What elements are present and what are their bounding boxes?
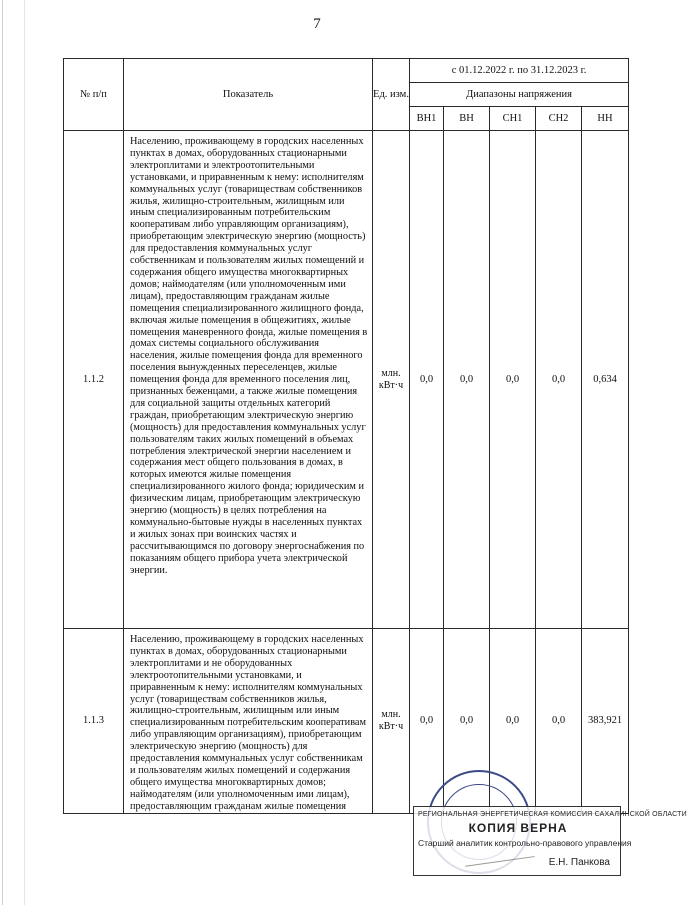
page-number: 7 [313,16,321,32]
row-unit: млн. кВт·ч [373,131,410,629]
stamp-signer-name: Е.Н. Панкова [548,857,610,868]
copy-certified-box [413,806,687,876]
value-vn1: 0,0 [410,131,444,629]
tariff-volume-table [63,58,629,814]
row-indicator-text: Населению, проживающему в городских населенных пунктах в домах, оборудованных стационарными электроплитами и электроотопительными установками, и приравненным к нему: исполнителям коммунальных услуг (товариществам собственников жилья, жилищно-строительным, жилищным или иным специализированным потребительским кооперативам либо управляющим организациям), приобретающим электрическую энергию (мощность) для предоставления коммунальных услуг собственникам и пользователям жилых помещений и содержания общего имущества многоквартирных домов; наймодателям (или уполномоченным ими лицам), предоставляющим гражданам жилые помещения специализированного жилищного фонда, включая жилые помещения в общежитиях, жилые помещения маневренного фонда, жилые помещения в домах системы социального обслуживания населения, жилые помещения фонда для временного поселения вынужденных переселенцев, жилые помещения фонда для временного поселения лиц, признанных беженцами, а также жилые помещения для социальной защиты отдельных категорий граждан, приобретающим электрическую энергию (мощность) для предоставления коммунальных услуг пользователям таких жилых помещений в объемах потребления электрической энергии населением и содержания мест общего пользования в домах, в которых имеются жилые помещения специализированного жилого фонда; юридическим и физическим лицам, приобретающим электрическую энергию (мощность) в целях потребления на коммунально-бытовые нужды в населенных пунктах и жилых зонах при воинских частях и рассчитывающимся по договору энергоснабжения по показаниям общего прибора учета электрической энергии. [124,131,373,629]
header-num: № п/п [64,59,124,131]
value-nn: 0,634 [582,131,629,629]
scan-edge-line [2,0,3,905]
stamp-organization: РЕГИОНАЛЬНАЯ ЭНЕРГЕТИЧЕСКАЯ КОМИССИЯ САХАЛИНСКОЙ ОБЛАСТИ [418,811,687,818]
table-row [64,629,629,814]
value-sn2: 0,0 [536,131,582,629]
row-unit: млн. кВт·ч [373,629,410,814]
row-number: 1.1.3 [64,629,124,814]
value-vn: 0,0 [444,131,490,629]
scan-edge-line [24,0,25,905]
table-row [64,131,629,629]
value-nn: 383,921 [582,629,629,814]
header-period: с 01.12.2022 г. по 31.12.2023 г. [410,59,629,83]
header-voltage-nn: НН [582,107,629,131]
stamp-position: Старший аналитик контрольно-правового управления [418,838,632,848]
row-number: 1.1.2 [64,131,124,629]
header-voltage-vn: ВН [444,107,490,131]
value-sn1: 0,0 [490,629,536,814]
header-voltage-sn1: СН1 [490,107,536,131]
value-sn2: 0,0 [536,629,582,814]
stamp-title: КОПИЯ ВЕРНА [468,821,568,835]
header-indicator: Показатель [124,59,373,131]
value-vn: 0,0 [444,629,490,814]
value-vn1: 0,0 [410,629,444,814]
header-voltage-sn2: СН2 [536,107,582,131]
header-voltage-ranges: Диапазоны напряжения [410,83,629,107]
signature-icon [463,842,534,867]
value-sn1: 0,0 [490,131,536,629]
header-unit: Ед. изм. [373,59,410,131]
header-voltage-vn1: ВН1 [410,107,444,131]
row-indicator-text: Населению, проживающему в городских населенных пунктах в домах, оборудованных стационарными электроплитами и не оборудованных электроотопительными установками, и приравненным к нему: исполнителям коммунальных услуг (товариществам собственников жилья, жилищно-строительным, жилищным или иным специализированным потребительским кооперативам либо управляющим организациям), приобретающим электрическую энергию (мощность) для предоставления коммунальных услуг собственникам и пользователям жилых помещений и содержания общего имущества многоквартирных домов; наймодателям (или уполномоченным ими лицам), предоставляющим гражданам жилые помещения [124,629,373,814]
